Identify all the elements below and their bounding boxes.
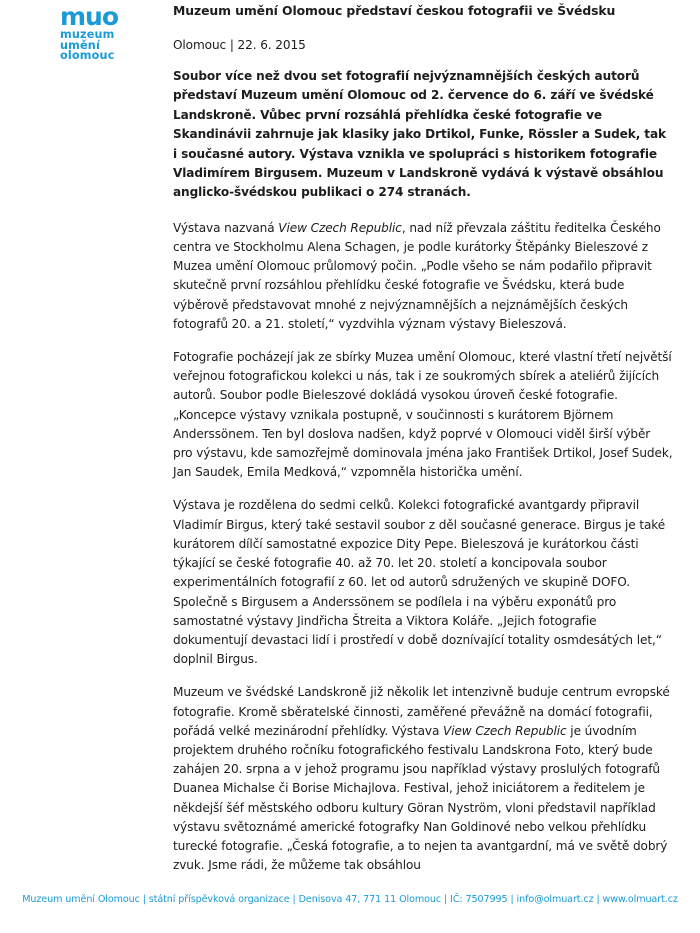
exhibition-name: View Czech Republic	[278, 220, 402, 235]
body-paragraph-4-text-a: Muzeum ve švédské Landskroně již několik let intenzivně buduje centrum evropské fotografie. Kromě sběratelské činnosti, zaměřené převážně na domácí fotografii, pořádá velké mezinárodní přehlídky. Výstava	[173, 685, 670, 738]
logo-word-line3: olomouc	[60, 49, 115, 62]
body-paragraph-1-text-b: , nad níž převzala záštitu ředitelka Českého centra ve Stockholmu Alena Schagen, je podle kurátorky Štěpánky Bieleszové z Muzea umění Olomouc průlomový počin. „Podle všeho se nám podařilo připravit skutečně první rozsáhlou přehlídku české fotografie ve Švédsku, která bude výběrově představovat mnohé z nejvýznamnějších a nejznámějších českých fotografů 20. a 21. století,“ vyzdvihla význam výstavy Bieleszová.	[173, 220, 661, 331]
body-paragraph-1-text-a: Výstava nazvaná	[173, 220, 279, 235]
logo-word-line1: muzeum	[60, 28, 115, 41]
document-title: Muzeum umění Olomouc představí českou fotografii ve Švédsku	[173, 3, 616, 18]
body-paragraph-1	[173, 219, 673, 334]
press-release	[173, 0, 673, 875]
logo-word-line2: umění	[60, 38, 101, 52]
exhibition-name: View Czech Republic	[443, 723, 567, 738]
body-paragraph-4-text-b: je úvodním projektem druhého ročníku fotografického festivalu Landskrona Foto, který bude zahájen 20. srpna a v jehož programu jsou například výstavy proslulých fotografů Duanea Michalse či Borise Michajlova. Festival, jehož iniciátorem a ředitelem je někdejší šéf městského odboru kultury Göran Nyström, vloni představil například výstavu světoznámé americké fotografky Nan Goldinové nebo velkou přehlídku turecké fotografie. „Česká fotografie, a to nejen ta avantgardní, má ve světě dobrý zvuk. Jsme rádi, že můžeme tak obsáhlou	[173, 723, 668, 873]
logo-mark: muo	[60, 2, 119, 31]
body-paragraph-3: Výstava je rozdělena do sedmi celků. Kolekci fotografické avantgardy připravil Vladimír Birgus, který také sestavil soubor z děl současné generace. Birgus je také kurátorem dílčí samostatné expozice Dity Pepe. Bieleszová je kurátorkou části týkající se české fotografie 40. až 70. let 20. století a koncipovala soubor experimentálních fotografií z 60. let od autorů sdružených ve skupině DOFO. Společně s Birgusem a Anderssönem se podílela i na výběru exponátů pro samostatné výstavy Jindřicha Štreita a Viktora Koláře. „Jejich fotografie dokumentují devastaci lidí i prostředí v době doznívající totality osmdesátých let,“ doplnil Birgus.	[173, 498, 666, 667]
body-paragraph-4	[173, 683, 673, 875]
lead-paragraph: Soubor více než dvou set fotografií nejvýznamnějších českých autorů představí Muzeum umění Olomouc od 2. července do 6. září ve švédské Landskroně. Vůbec první rozsáhlá přehlídka české fotografie ve Skandinávii zahrnuje jak klasiky jako Drtikol, Funke, Rössler a Sudek, tak i současné autory. Výstava vznikla ve spolupráci s historikem fotografie Vladimírem Birgusem. Muzeum v Landskroně vydává k výstavě obsáhlou anglicko-švédskou publikaci o 274 stranách.	[173, 69, 666, 200]
museum-logo	[60, 4, 170, 62]
body-paragraph-2: Fotografie pocházejí jak ze sbírky Muzea umění Olomouc, které vlastní třetí největší veřejnou fotografickou kolekci u nás, tak i ze soukromých sbírek a ateliérů žijících autorů. Soubor podle Bieleszové dokládá vysokou úroveň české fotografie. „Koncepce výstavy vznikala postupně, v součinnosti s kurátorem Björnem Anderssönem. Ten byl doslova nadšen, když poprvé v Olomouci viděl širší výběr pro výstavu, kde samozřejmě dominovala jména jako František Drtikol, Josef Sudek, Jan Saudek, Emila Medková,“ vzpomněla historička umění.	[173, 350, 673, 480]
dateline: Olomouc | 22. 6. 2015	[173, 38, 306, 52]
page-footer: Muzeum umění Olomouc | státní příspěvková organizace | Denisova 47, 771 11 Olomouc | IČ: 7507995 | info@olmuart.cz | www.olmuart.cz	[22, 894, 678, 905]
